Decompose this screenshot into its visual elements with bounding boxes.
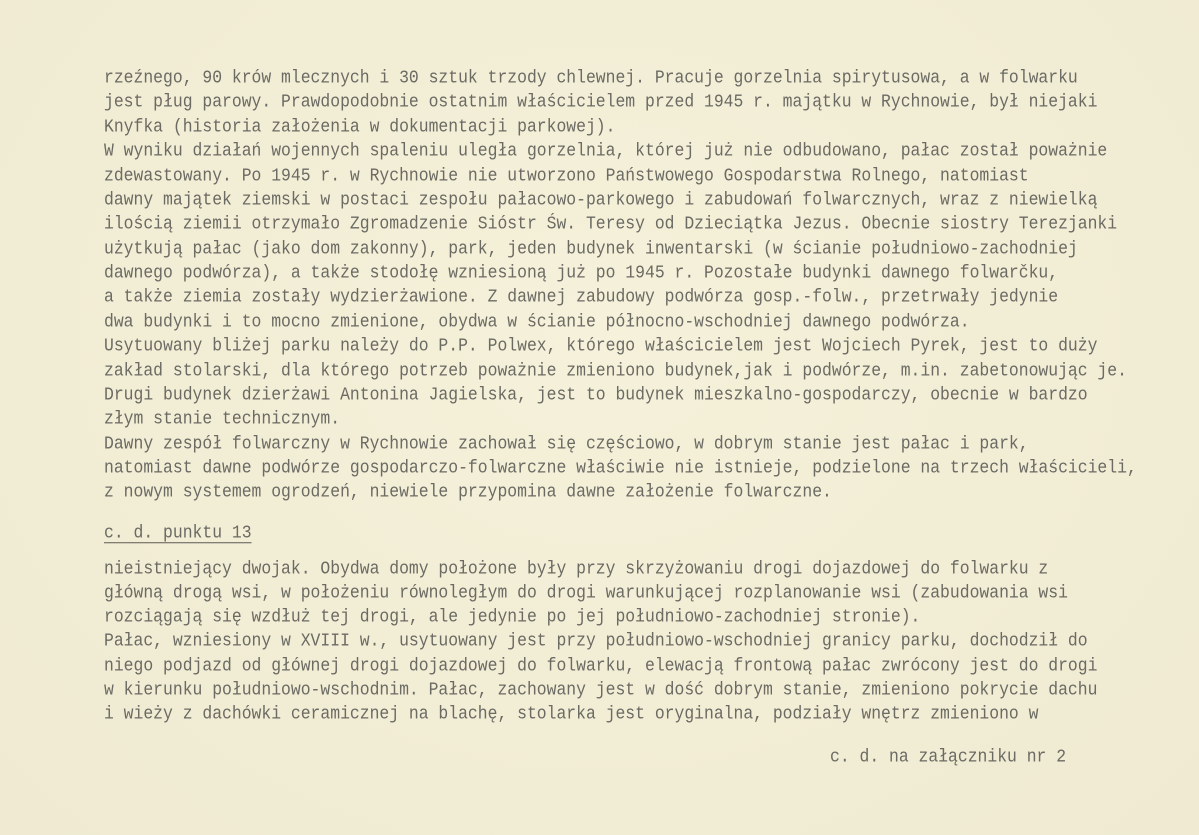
text-line: w kierunku południowo-wschodnim. Pałac, zachowany jest w dość dobrym stanie, zmieniono pokrycie dachu (104, 679, 1098, 701)
text-line: Usytuowany bliżej parku należy do P.P. Polwex, którego właścicielem jest Wojciech Pyrek, jest to duży (104, 335, 1098, 357)
text-line: zdewastowany. Po 1945 r. w Rychnowie nie utworzono Państwowego Gospodarstwa Rolnego, natomiast (104, 165, 1029, 187)
text-line: użytkują pałac (jako dom zakonny), park, jeden budynek inwentarski (w ścianie południowo-zachodniej (104, 238, 1078, 260)
text-line: Dawny zespół folwarczny w Rychnowie zachował się częściowo, w dobrym stanie jest pałac i park, (104, 433, 1029, 455)
text-line: W wyniku działań wojennych spaleniu uległa gorzelnia, której już nie odbudowano, pałac został poważnie (104, 140, 1108, 162)
text-line: złym stanie technicznym. (104, 408, 341, 430)
text-line: dawny majątek ziemski w postaci zespołu pałacowo-parkowego i zabudowań folwarcznych, wraz z niewielką (104, 189, 1098, 211)
text-line: dawnego podwórza), a także stodołę wzniesioną już po 1945 r. Pozostałe budynki dawnego folwarčku, (104, 262, 1059, 284)
text-line: a także ziemia zostały wydzierżawione. Z dawnej zabudowy podwórza gosp.-folw., przetrwały jedynie (104, 286, 1059, 308)
text-line: Pałac, wzniesiony w XVIII w., usytuowany jest przy południowo-wschodniej granicy parku, dochodził do (104, 630, 1088, 652)
continuation-note: c. d. na załączniku nr 2 (830, 746, 1067, 768)
text-line: rozciągają się wzdłuż tej drogi, ale jedynie po jej południowo-zachodniej stronie). (104, 606, 921, 628)
text-line: główną drogą wsi, w położeniu równoległym do drogi warunkującej rozplanowanie wsi (zabudowania wsi (104, 582, 1068, 604)
text-line: zakład stolarski, dla którego potrzeb poważnie zmieniono budynek,jak i podwórze, m.in. zabetonowując je. (104, 360, 1127, 382)
text-line: Knyfka (historia założenia w dokumentacji parkowej). (104, 116, 616, 138)
text-line: jest pług parowy. Prawdopodobnie ostatnim właścicielem przed 1945 r. majątku w Rychnowie, był niejaki (104, 91, 1098, 113)
text-line: ilością ziemii otrzymało Zgromadzenie Sióstr Św. Teresy od Dzieciątka Jezus. Obecnie siostry Terezjanki (104, 213, 1118, 235)
text-line: i wieży z dachówki ceramicznej na blachę, stolarka jest oryginalna, podziały wnętrz zmieniono w (104, 703, 1039, 725)
text-line: niego podjazd od głównej drogi dojazdowej do folwarku, elewacją frontową pałac zwrócony jest do drogi (104, 655, 1098, 677)
text-line: z nowym systemem ogrodzeń, niewiele przypomina dawne założenie folwarczne. (104, 481, 832, 503)
section-heading: c. d. punktu 13 (104, 522, 252, 544)
text-line: dwa budynki i to mocno zmienione, obydwa w ścianie północno-wschodniej dawnego podwórza. (104, 311, 970, 333)
text-line: rzeźnego, 90 krów mlecznych i 30 sztuk trzody chlewnej. Pracuje gorzelnia spirytusowa, a w folwarku (104, 67, 1078, 89)
text-line: natomiast dawne podwórze gospodarczo-folwarczne właściwie nie istnieje, podzielone na trzech właścicieli, (104, 457, 1137, 479)
text-line: nieistniejący dwojak. Obydwa domy położone były przy skrzyżowaniu drogi dojazdowej do folwarku z (104, 558, 1049, 580)
text-line: Drugi budynek dzierżawi Antonina Jagielska, jest to budynek mieszkalno-gospodarczy, obecnie w bardzo (104, 384, 1088, 406)
